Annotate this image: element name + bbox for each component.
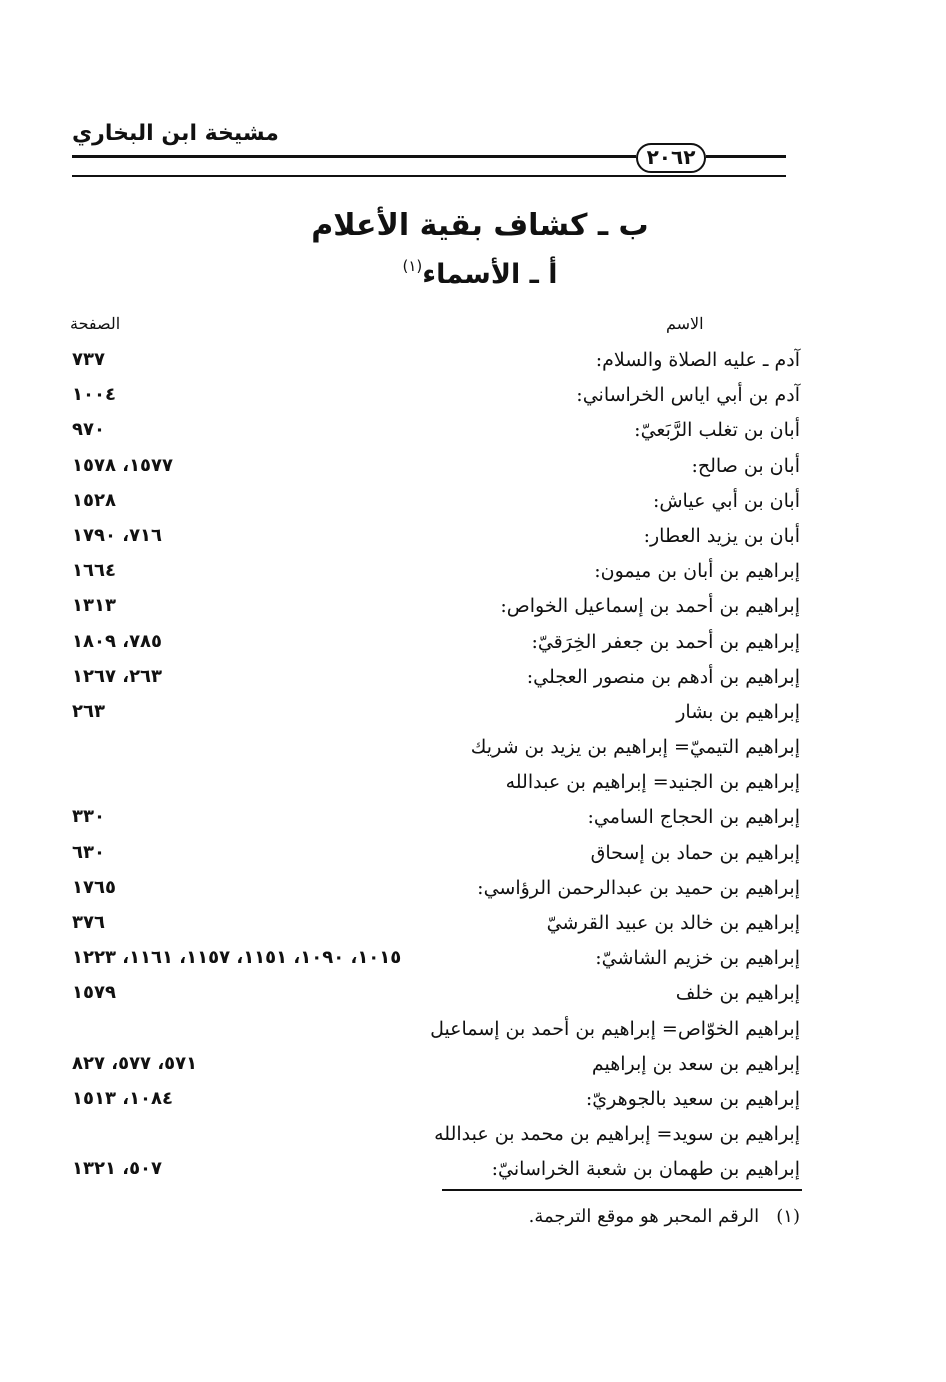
entry-name: إبراهيم التيميّ= إبراهيم بن يزيد بن شريك xyxy=(470,736,800,759)
entry-pages: ٣٣٠ xyxy=(72,806,105,828)
index-entry xyxy=(70,1119,800,1154)
entry-name: إبراهيم بن أحمد بن إسماعيل الخواص: xyxy=(500,595,800,618)
entry-name: أبان بن تغلب الرَّبَعيّ: xyxy=(634,419,800,442)
entry-pages: ١٠١٥، ١٠٩٠، ١١٥١، ١١٥٧، ١١٦١، ١٢٢٣ xyxy=(72,947,402,969)
entry-name: إبراهيم بن سعد بن إبراهيم xyxy=(591,1052,800,1075)
entry-pages: ٢٦٣، ١٢٦٧ xyxy=(72,665,163,687)
entry-pages: ٧١٦، ١٧٩٠ xyxy=(72,524,163,546)
entry-name: آدم بن أبي اياس الخراساني: xyxy=(576,384,800,407)
footnote-text: الرقم المحبر هو موقع الترجمة. xyxy=(528,1206,760,1227)
entry-name: أبان بن صالح: xyxy=(691,454,800,477)
entry-pages: ١٠٨٤، ١٥١٣ xyxy=(72,1087,174,1109)
index-entry xyxy=(70,380,800,415)
entry-pages: ٧٣٧ xyxy=(72,349,105,370)
index-entry xyxy=(70,767,800,802)
index-entry xyxy=(70,943,800,978)
index-entry xyxy=(70,732,800,767)
entry-pages: ١٥٧٩ xyxy=(72,982,116,1004)
index-entry xyxy=(70,838,800,873)
entry-pages: ٥٠٧، ١٣٢١ xyxy=(72,1158,163,1180)
entry-name: إبراهيم بن خلف xyxy=(675,982,800,1005)
entry-name: إبراهيم الخوّاص= إبراهيم بن أحمد بن إسماعيل xyxy=(430,1017,800,1040)
entry-name: إبراهيم بن خزيم الشاشيّ: xyxy=(595,947,800,970)
entry-name: إبراهيم بن أدهم بن منصور العجلي: xyxy=(526,665,800,688)
index-entry xyxy=(70,978,800,1013)
index-entry xyxy=(70,1014,800,1049)
entry-name: إبراهيم بن حميد بن عبدالرحمن الرؤاسي: xyxy=(477,876,800,899)
entry-name: إبراهيم بن خالد بن عبيد القرشيّ xyxy=(546,912,800,934)
index-entry xyxy=(70,556,800,591)
entry-pages: ٦٣٠ xyxy=(72,841,105,863)
entry-name: آدم ـ عليه الصلاة والسلام: xyxy=(595,349,800,371)
index-entry xyxy=(70,1154,800,1189)
entry-pages: ٥٧١، ٥٧٧، ٨٢٧ xyxy=(72,1052,198,1074)
column-header-page: الصفحة xyxy=(70,314,121,333)
index-entry xyxy=(70,415,800,450)
entry-name: إبراهيم بن الجنيد= إبراهيم بن عبدالله xyxy=(505,771,800,794)
entry-pages: ١٥٧٧، ١٥٧٨ xyxy=(72,454,174,476)
footnote-separator xyxy=(442,1189,802,1191)
entry-name: أبان بن يزيد العطار: xyxy=(643,524,800,547)
index-entry xyxy=(70,802,800,837)
entry-name: إبراهيم بن بشار xyxy=(676,700,800,723)
header-rule xyxy=(72,175,786,177)
footnote-marker: (١) xyxy=(402,257,423,275)
entry-name: إبراهيم بن حماد بن إسحاق xyxy=(590,841,800,864)
entry-pages: ١٠٠٤ xyxy=(72,384,116,406)
entry-pages: ١٦٦٤ xyxy=(72,560,116,582)
index-entry xyxy=(70,908,800,943)
index-entry xyxy=(70,451,800,486)
entry-name: إبراهيم بن سويد= إبراهيم بن محمد بن عبدالله xyxy=(434,1123,800,1146)
section-title: ب ـ كشاف بقية الأعلام xyxy=(311,208,649,243)
index-entry xyxy=(70,1084,800,1119)
entry-pages: ١٥٢٨ xyxy=(72,489,116,511)
footnote xyxy=(529,1206,800,1227)
entry-name: إبراهيم بن طهمان بن شعبة الخراسانيّ: xyxy=(491,1158,800,1181)
entry-name: أبان بن أبي عياش: xyxy=(652,489,800,512)
header-rule-thick-left xyxy=(72,155,636,158)
book-title: مشيخة ابن البخاري xyxy=(72,121,279,146)
entry-name: إبراهيم بن أحمد بن جعفر الخِرَقيّ: xyxy=(531,630,800,653)
index-entry xyxy=(70,697,800,732)
index-entry xyxy=(70,345,800,380)
index-entries xyxy=(70,345,800,1190)
index-entry xyxy=(70,627,800,662)
header-rule-thick-right xyxy=(706,155,786,158)
entry-pages: ١٧٦٥ xyxy=(72,876,116,898)
entry-pages: ٢٦٣ xyxy=(72,700,105,722)
entry-name: إبراهيم بن الحجاج السامي: xyxy=(587,806,800,829)
footnote-number: (١) xyxy=(776,1206,800,1227)
subsection-title-text: أ ـ الأسماء xyxy=(422,259,558,290)
index-entry xyxy=(70,1049,800,1084)
index-entry xyxy=(70,591,800,626)
entry-pages: ١٣١٣ xyxy=(72,595,116,617)
entry-name: إبراهيم بن أبان بن ميمون: xyxy=(594,560,800,583)
entry-name: إبراهيم بن سعيد بالجوهريّ: xyxy=(585,1087,800,1110)
index-entry xyxy=(70,662,800,697)
index-entry xyxy=(70,521,800,556)
index-entry xyxy=(70,873,800,908)
index-entry xyxy=(70,486,800,521)
subsection-title xyxy=(200,257,760,290)
column-header-name: الاسم xyxy=(666,314,704,333)
page-number: ٢٠٦٢ xyxy=(636,143,706,173)
entry-pages: ٣٧٦ xyxy=(72,912,105,933)
entry-pages: ٧٨٥، ١٨٠٩ xyxy=(72,630,163,652)
entry-pages: ٩٧٠ xyxy=(72,419,105,441)
